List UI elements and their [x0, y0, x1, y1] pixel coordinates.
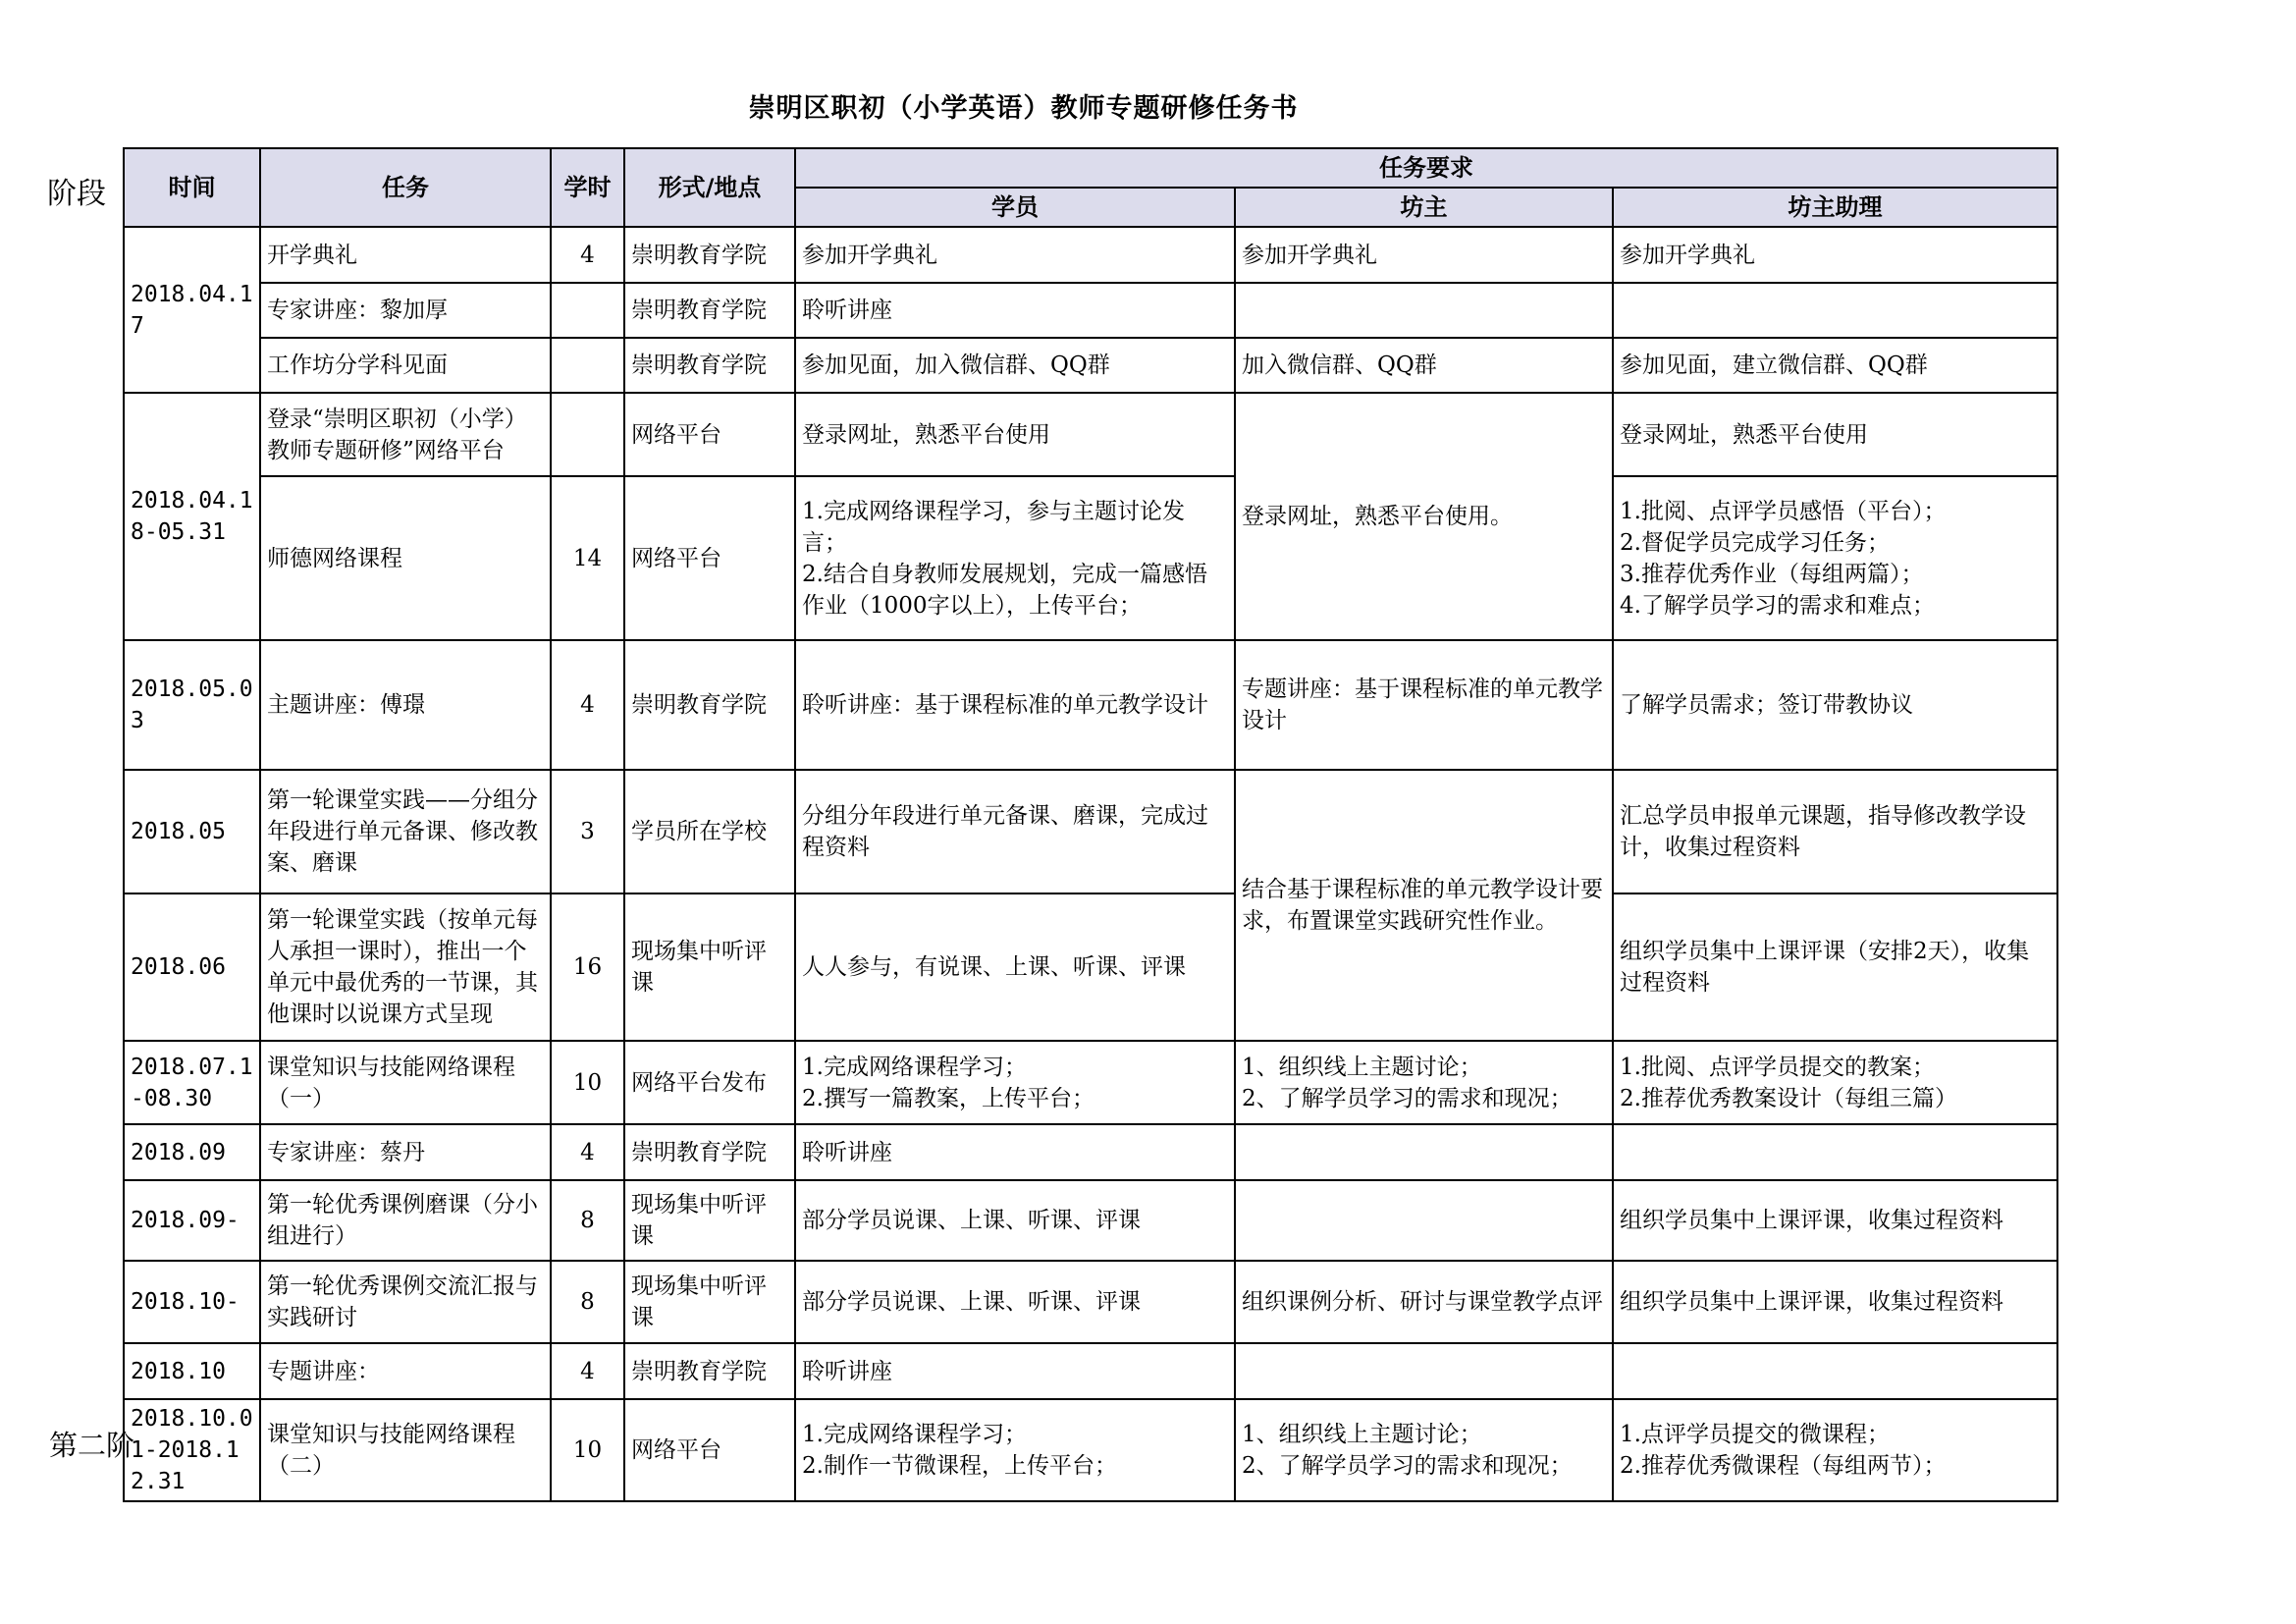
- hours-cell: 4: [551, 1124, 624, 1180]
- table-row: [124, 393, 2057, 476]
- task-cell: 主题讲座：傅璟: [260, 640, 551, 770]
- assistant-cell: 登录网址，熟悉平台使用: [1613, 393, 2057, 476]
- time-cell: 2018.10: [124, 1343, 260, 1399]
- time-cell: 2018.04.18-05.31: [124, 393, 260, 640]
- time-cell: 2018.07.1-08.30: [124, 1041, 260, 1124]
- time-cell: 2018.10-: [124, 1261, 260, 1343]
- table-row: [124, 1343, 2057, 1399]
- hours-cell: 3: [551, 770, 624, 893]
- host-cell: 专题讲座：基于课程标准的单元教学设计: [1235, 640, 1613, 770]
- hours-cell: 8: [551, 1180, 624, 1261]
- task-cell: 课堂知识与技能网络课程（一）: [260, 1041, 551, 1124]
- host-cell: [1235, 1180, 1613, 1261]
- table-row: [124, 476, 2057, 640]
- hours-cell: 4: [551, 1343, 624, 1399]
- student-cell: 参加开学典礼: [795, 227, 1235, 283]
- assistant-cell: 1.批阅、点评学员提交的教案； 2.推荐优秀教案设计（每组三篇）: [1613, 1041, 2057, 1124]
- assistant-cell: 组织学员集中上课评课（安排2天），收集过程资料: [1613, 893, 2057, 1041]
- task-cell: [260, 893, 551, 1041]
- assistant-cell: 了解学员需求；签订带教协议: [1613, 640, 2057, 770]
- form-cell: 网络平台: [624, 476, 795, 640]
- host-cell: [1235, 1343, 1613, 1399]
- table-row: [124, 1180, 2057, 1261]
- hours-cell: [551, 393, 624, 476]
- assistant-cell: 参加开学典礼: [1613, 227, 2057, 283]
- task-cell: 师德网络课程: [260, 476, 551, 640]
- time-cell: 2018.05: [124, 770, 260, 893]
- host-cell: 1、组织线上主题讨论； 2、了解学员学习的需求和现况；: [1235, 1041, 1613, 1124]
- form-cell: 崇明教育学院: [624, 1343, 795, 1399]
- student-cell: 1.完成网络课程学习，参与主题讨论发言； 2.结合自身教师发展规划，完成一篇感悟作业（1000字以上），上传平台；: [795, 476, 1235, 640]
- hours-cell: 14: [551, 476, 624, 640]
- document-title: 崇明区职初（小学英语）教师专题研修任务书: [748, 93, 1299, 124]
- form-cell: 现场集中听评课: [624, 1261, 795, 1343]
- form-cell: 现场集中听评课: [624, 893, 795, 1041]
- student-cell: 登录网址，熟悉平台使用: [795, 393, 1235, 476]
- form-cell: 崇明教育学院: [624, 640, 795, 770]
- assistant-cell: 组织学员集中上课评课，收集过程资料: [1613, 1261, 2057, 1343]
- table-row: [124, 1124, 2057, 1180]
- hours-cell: 10: [551, 1041, 624, 1124]
- table-row: [124, 1261, 2057, 1343]
- table-row: [124, 770, 2057, 893]
- training-plan-table: [123, 147, 2058, 1502]
- form-cell: 崇明教育学院: [624, 227, 795, 283]
- table-row: [124, 640, 2057, 770]
- assistant-cell: 汇总学员申报单元课题，指导修改教学设计，收集过程资料: [1613, 770, 2057, 893]
- form-cell: 网络平台发布: [624, 1041, 795, 1124]
- time-cell: 2018.10.01-2018.12.31: [124, 1399, 260, 1501]
- time-cell: 2018.09: [124, 1124, 260, 1180]
- header-form: 形式/地点: [624, 148, 795, 227]
- form-cell: 崇明教育学院: [624, 283, 795, 338]
- phase-column-label: 阶段: [47, 177, 106, 211]
- student-cell: 1.完成网络课程学习； 2.撰写一篇教案，上传平台；: [795, 1041, 1235, 1124]
- assistant-cell: [1613, 1343, 2057, 1399]
- header-hours: 学时: [551, 148, 624, 227]
- header-student: 学员: [795, 188, 1235, 227]
- host-cell: 加入微信群、QQ群: [1235, 338, 1613, 393]
- host-cell: 1、组织线上主题讨论； 2、了解学员学习的需求和现况；: [1235, 1399, 1613, 1501]
- form-cell: 网络平台: [624, 1399, 795, 1501]
- header-host: 坊主: [1235, 188, 1613, 227]
- time-cell: 2018.05.03: [124, 640, 260, 770]
- form-cell: 网络平台: [624, 393, 795, 476]
- assistant-cell: [1613, 283, 2057, 338]
- hours-cell: 10: [551, 1399, 624, 1501]
- assistant-cell: 参加见面，建立微信群、QQ群: [1613, 338, 2057, 393]
- host-cell: 登录网址，熟悉平台使用。: [1235, 393, 1613, 640]
- assistant-cell: [1613, 1124, 2057, 1180]
- hours-cell: [551, 283, 624, 338]
- student-cell: 聆听讲座: [795, 1124, 1235, 1180]
- form-cell: 崇明教育学院: [624, 1124, 795, 1180]
- student-cell: 人人参与，有说课、上课、听课、评课: [795, 893, 1235, 1041]
- table-row: [124, 338, 2057, 393]
- table-row: [124, 893, 2057, 1041]
- header-task: 任务: [260, 148, 551, 227]
- table-row: [124, 1399, 2057, 1501]
- student-cell: 聆听讲座: [795, 283, 1235, 338]
- host-cell: 组织课例分析、研讨与课堂教学点评: [1235, 1261, 1613, 1343]
- table-row: [124, 283, 2057, 338]
- student-cell: 参加见面，加入微信群、QQ群: [795, 338, 1235, 393]
- task-cell: 专家讲座：黎加厚: [260, 283, 551, 338]
- student-cell: 分组分年段进行单元备课、磨课，完成过程资料: [795, 770, 1235, 893]
- student-cell: 聆听讲座：基于课程标准的单元教学设计: [795, 640, 1235, 770]
- form-cell: 现场集中听评课: [624, 1180, 795, 1261]
- time-cell: 2018.09-: [124, 1180, 260, 1261]
- header-assistant: 坊主助理: [1613, 188, 2057, 227]
- time-cell: 2018.04.17: [124, 227, 260, 393]
- phase-two-label: 第二阶: [49, 1429, 135, 1462]
- host-cell: 结合基于课程标准的单元教学设计要求，布置课堂实践研究性作业。: [1235, 770, 1613, 1041]
- task-cell: 课堂知识与技能网络课程（二）: [260, 1399, 551, 1501]
- task-text: 登录“崇明区职初（小学）教师专题研修”网络平台: [267, 406, 527, 463]
- hours-cell: [551, 338, 624, 393]
- task-cell: 第一轮优秀课例磨课（分小组进行）: [260, 1180, 551, 1261]
- host-cell: 参加开学典礼: [1235, 227, 1613, 283]
- time-cell: 2018.06: [124, 893, 260, 1041]
- student-cell: 部分学员说课、上课、听课、评课: [795, 1180, 1235, 1261]
- host-cell: [1235, 1124, 1613, 1180]
- table-row: [124, 1041, 2057, 1124]
- hours-cell: 16: [551, 893, 624, 1041]
- hours-cell: 8: [551, 1261, 624, 1343]
- task-cell: 第一轮优秀课例交流汇报与实践研讨: [260, 1261, 551, 1343]
- task-cell: 开学典礼: [260, 227, 551, 283]
- table-row: [124, 227, 2057, 283]
- host-cell: [1235, 283, 1613, 338]
- task-cell: 第一轮课堂实践——分组分年段进行单元备课、修改教案、磨课: [260, 770, 551, 893]
- student-cell: 聆听讲座: [795, 1343, 1235, 1399]
- hours-cell: 4: [551, 640, 624, 770]
- header-time: 时间: [124, 148, 260, 227]
- assistant-cell: 1.点评学员提交的微课程； 2.推荐优秀微课程（每组两节）；: [1613, 1399, 2057, 1501]
- task-text: 第一轮课堂实践（按单元每人承担一课时），推出一个单元中最优秀的一节课，其他课时以说课方式呈现: [267, 907, 538, 1027]
- form-cell: 学员所在学校: [624, 770, 795, 893]
- assistant-cell: 组织学员集中上课评课，收集过程资料: [1613, 1180, 2057, 1261]
- header-requirements: 任务要求: [795, 148, 2057, 188]
- form-cell: 崇明教育学院: [624, 338, 795, 393]
- hours-cell: 4: [551, 227, 624, 283]
- task-cell: 专家讲座：蔡丹: [260, 1124, 551, 1180]
- assistant-cell: 1.批阅、点评学员感悟（平台）； 2.督促学员完成学习任务； 3.推荐优秀作业（每组两篇）； 4.了解学员学习的需求和难点；: [1613, 476, 2057, 640]
- task-cell: 专题讲座：: [260, 1343, 551, 1399]
- student-cell: 1.完成网络课程学习； 2.制作一节微课程，上传平台；: [795, 1399, 1235, 1501]
- task-cell: 工作坊分学科见面: [260, 338, 551, 393]
- student-cell: 部分学员说课、上课、听课、评课: [795, 1261, 1235, 1343]
- task-cell: [260, 393, 551, 476]
